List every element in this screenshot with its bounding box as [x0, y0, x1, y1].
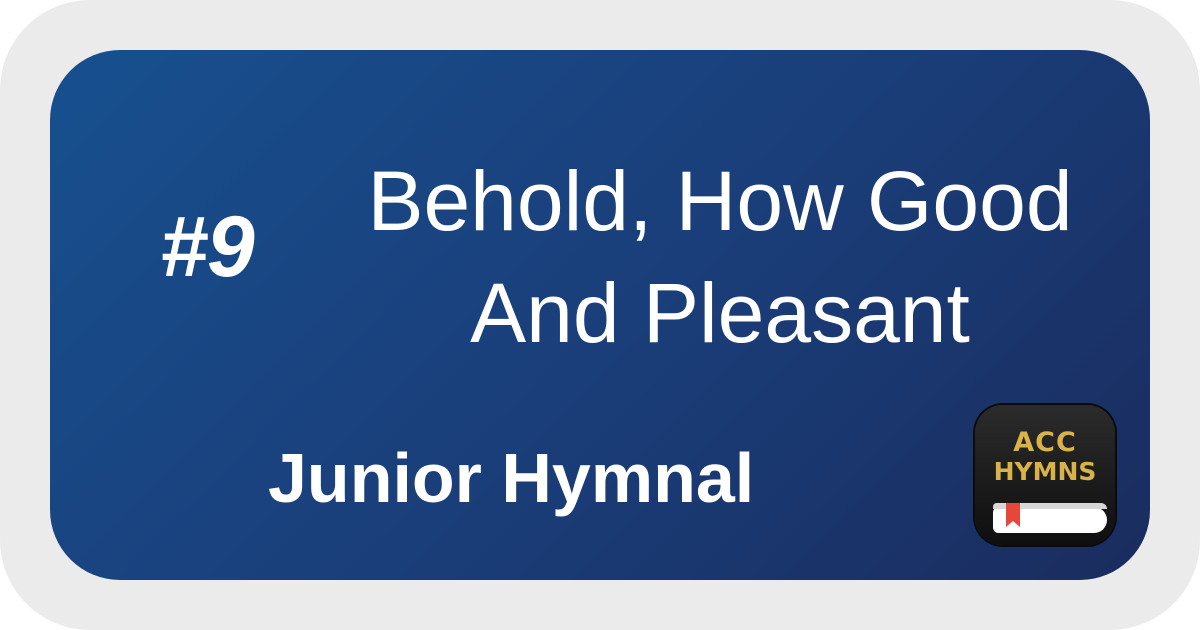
- hymn-title: [320, 145, 1120, 369]
- bookmark-icon: [1006, 503, 1020, 521]
- app-icon-label-line-2: HYMNS: [993, 457, 1097, 486]
- hymn-card: [50, 50, 1150, 580]
- acc-hymns-app-icon: [975, 405, 1115, 545]
- app-icon-label-line-1: ACC: [1013, 427, 1077, 458]
- hymn-title-line-2: And Pleasant: [470, 266, 970, 360]
- hymn-number: #9: [160, 199, 254, 295]
- hymn-title-line-1: Behold, How Good: [367, 154, 1073, 248]
- hymnal-name: Junior Hymnal: [268, 439, 755, 517]
